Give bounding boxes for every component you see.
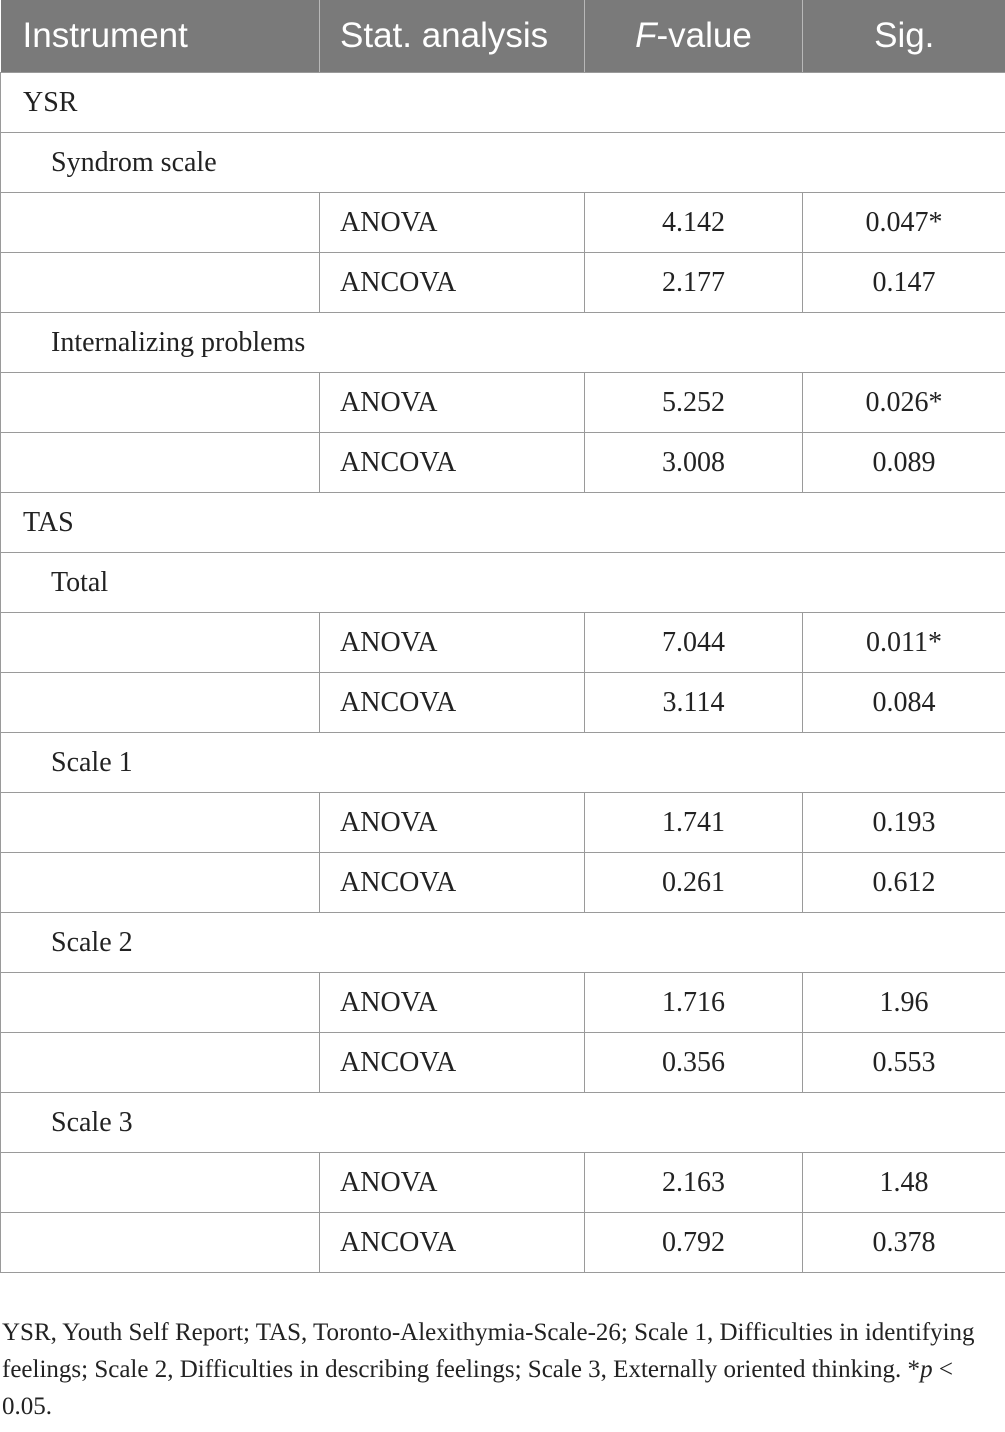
table-header <box>1 0 1005 73</box>
table-row <box>1 853 1005 913</box>
footnote-text: YSR, Youth Self Report; TAS, Toronto-Alexithymia-Scale-26; Scale 1, Difficulties in identifying feelings; Scale 2, Difficulties in describing feelings; Scale 3, Externally oriented thinking. * <box>2 1319 975 1383</box>
instrument-cell <box>1 433 320 493</box>
subgroup-label: Scale 3 <box>1 1093 1005 1153</box>
sig-cell: 0.378 <box>803 1213 1005 1273</box>
f-value-cell: 1.716 <box>585 973 803 1033</box>
stat-analysis-cell: ANCOVA <box>320 433 585 493</box>
table-row <box>1 973 1005 1033</box>
f-value-cell: 4.142 <box>585 193 803 253</box>
header-f-suffix: -value <box>656 16 752 55</box>
instrument-cell <box>1 1153 320 1213</box>
stat-analysis-cell: ANCOVA <box>320 853 585 913</box>
f-value-cell: 3.114 <box>585 673 803 733</box>
instrument-cell <box>1 673 320 733</box>
table-row <box>1 1213 1005 1273</box>
instrument-cell <box>1 793 320 853</box>
stat-analysis-cell: ANCOVA <box>320 253 585 313</box>
stat-analysis-cell: ANCOVA <box>320 673 585 733</box>
table-row <box>1 1153 1005 1213</box>
instrument-cell <box>1 193 320 253</box>
subgroup-row <box>1 913 1005 973</box>
sig-cell: 1.48 <box>803 1153 1005 1213</box>
table-row <box>1 253 1005 313</box>
table-body <box>1 73 1005 1273</box>
table-row <box>1 373 1005 433</box>
instrument-cell <box>1 1033 320 1093</box>
subgroup-row <box>1 313 1005 373</box>
instrument-cell <box>1 253 320 313</box>
sig-cell: 0.089 <box>803 433 1005 493</box>
f-value-cell: 0.261 <box>585 853 803 913</box>
stat-analysis-cell: ANOVA <box>320 1153 585 1213</box>
group-row <box>1 493 1005 553</box>
subgroup-label: Total <box>1 553 1005 613</box>
footnote-p-threshold: < 0.05. <box>2 1356 953 1420</box>
instrument-cell <box>1 373 320 433</box>
f-value-cell: 2.177 <box>585 253 803 313</box>
f-value-cell: 0.356 <box>585 1033 803 1093</box>
group-row <box>1 73 1005 133</box>
subgroup-row <box>1 133 1005 193</box>
f-value-cell: 2.163 <box>585 1153 803 1213</box>
stat-analysis-cell: ANOVA <box>320 613 585 673</box>
group-label: YSR <box>1 73 1005 133</box>
sig-cell: 0.026* <box>803 373 1005 433</box>
f-value-cell: 7.044 <box>585 613 803 673</box>
stat-analysis-cell: ANOVA <box>320 193 585 253</box>
subgroup-label: Scale 2 <box>1 913 1005 973</box>
header-instrument: Instrument <box>1 0 320 73</box>
subgroup-row <box>1 553 1005 613</box>
instrument-cell <box>1 973 320 1033</box>
header-f-value <box>585 0 803 73</box>
header-f-symbol: F <box>635 16 657 55</box>
table-row <box>1 433 1005 493</box>
table-row <box>1 193 1005 253</box>
stat-analysis-cell: ANOVA <box>320 793 585 853</box>
stat-analysis-cell: ANOVA <box>320 373 585 433</box>
f-value-cell: 1.741 <box>585 793 803 853</box>
header-stat-analysis: Stat. analysis <box>320 0 585 73</box>
subgroup-row <box>1 733 1005 793</box>
stat-analysis-cell: ANCOVA <box>320 1213 585 1273</box>
sig-cell: 0.047* <box>803 193 1005 253</box>
instrument-cell <box>1 613 320 673</box>
table-row <box>1 1033 1005 1093</box>
sig-cell: 0.011* <box>803 613 1005 673</box>
table-footnote <box>2 1314 992 1425</box>
stat-analysis-cell: ANCOVA <box>320 1033 585 1093</box>
f-value-cell: 0.792 <box>585 1213 803 1273</box>
sig-cell: 0.612 <box>803 853 1005 913</box>
subgroup-label: Scale 1 <box>1 733 1005 793</box>
subgroup-row <box>1 1093 1005 1153</box>
stat-analysis-cell: ANOVA <box>320 973 585 1033</box>
table-row <box>1 673 1005 733</box>
f-value-cell: 3.008 <box>585 433 803 493</box>
table-row <box>1 793 1005 853</box>
f-value-cell: 5.252 <box>585 373 803 433</box>
sig-cell: 0.147 <box>803 253 1005 313</box>
sig-cell: 0.193 <box>803 793 1005 853</box>
footnote-p-symbol: p <box>920 1356 933 1383</box>
instrument-cell <box>1 853 320 913</box>
subgroup-label: Syndrom scale <box>1 133 1005 193</box>
subgroup-label: Internalizing problems <box>1 313 1005 373</box>
header-sig: Sig. <box>803 0 1005 73</box>
sig-cell: 0.084 <box>803 673 1005 733</box>
group-label: TAS <box>1 493 1005 553</box>
header-row <box>1 0 1005 73</box>
table-row <box>1 613 1005 673</box>
sig-cell: 1.96 <box>803 973 1005 1033</box>
instrument-cell <box>1 1213 320 1273</box>
sig-cell: 0.553 <box>803 1033 1005 1093</box>
